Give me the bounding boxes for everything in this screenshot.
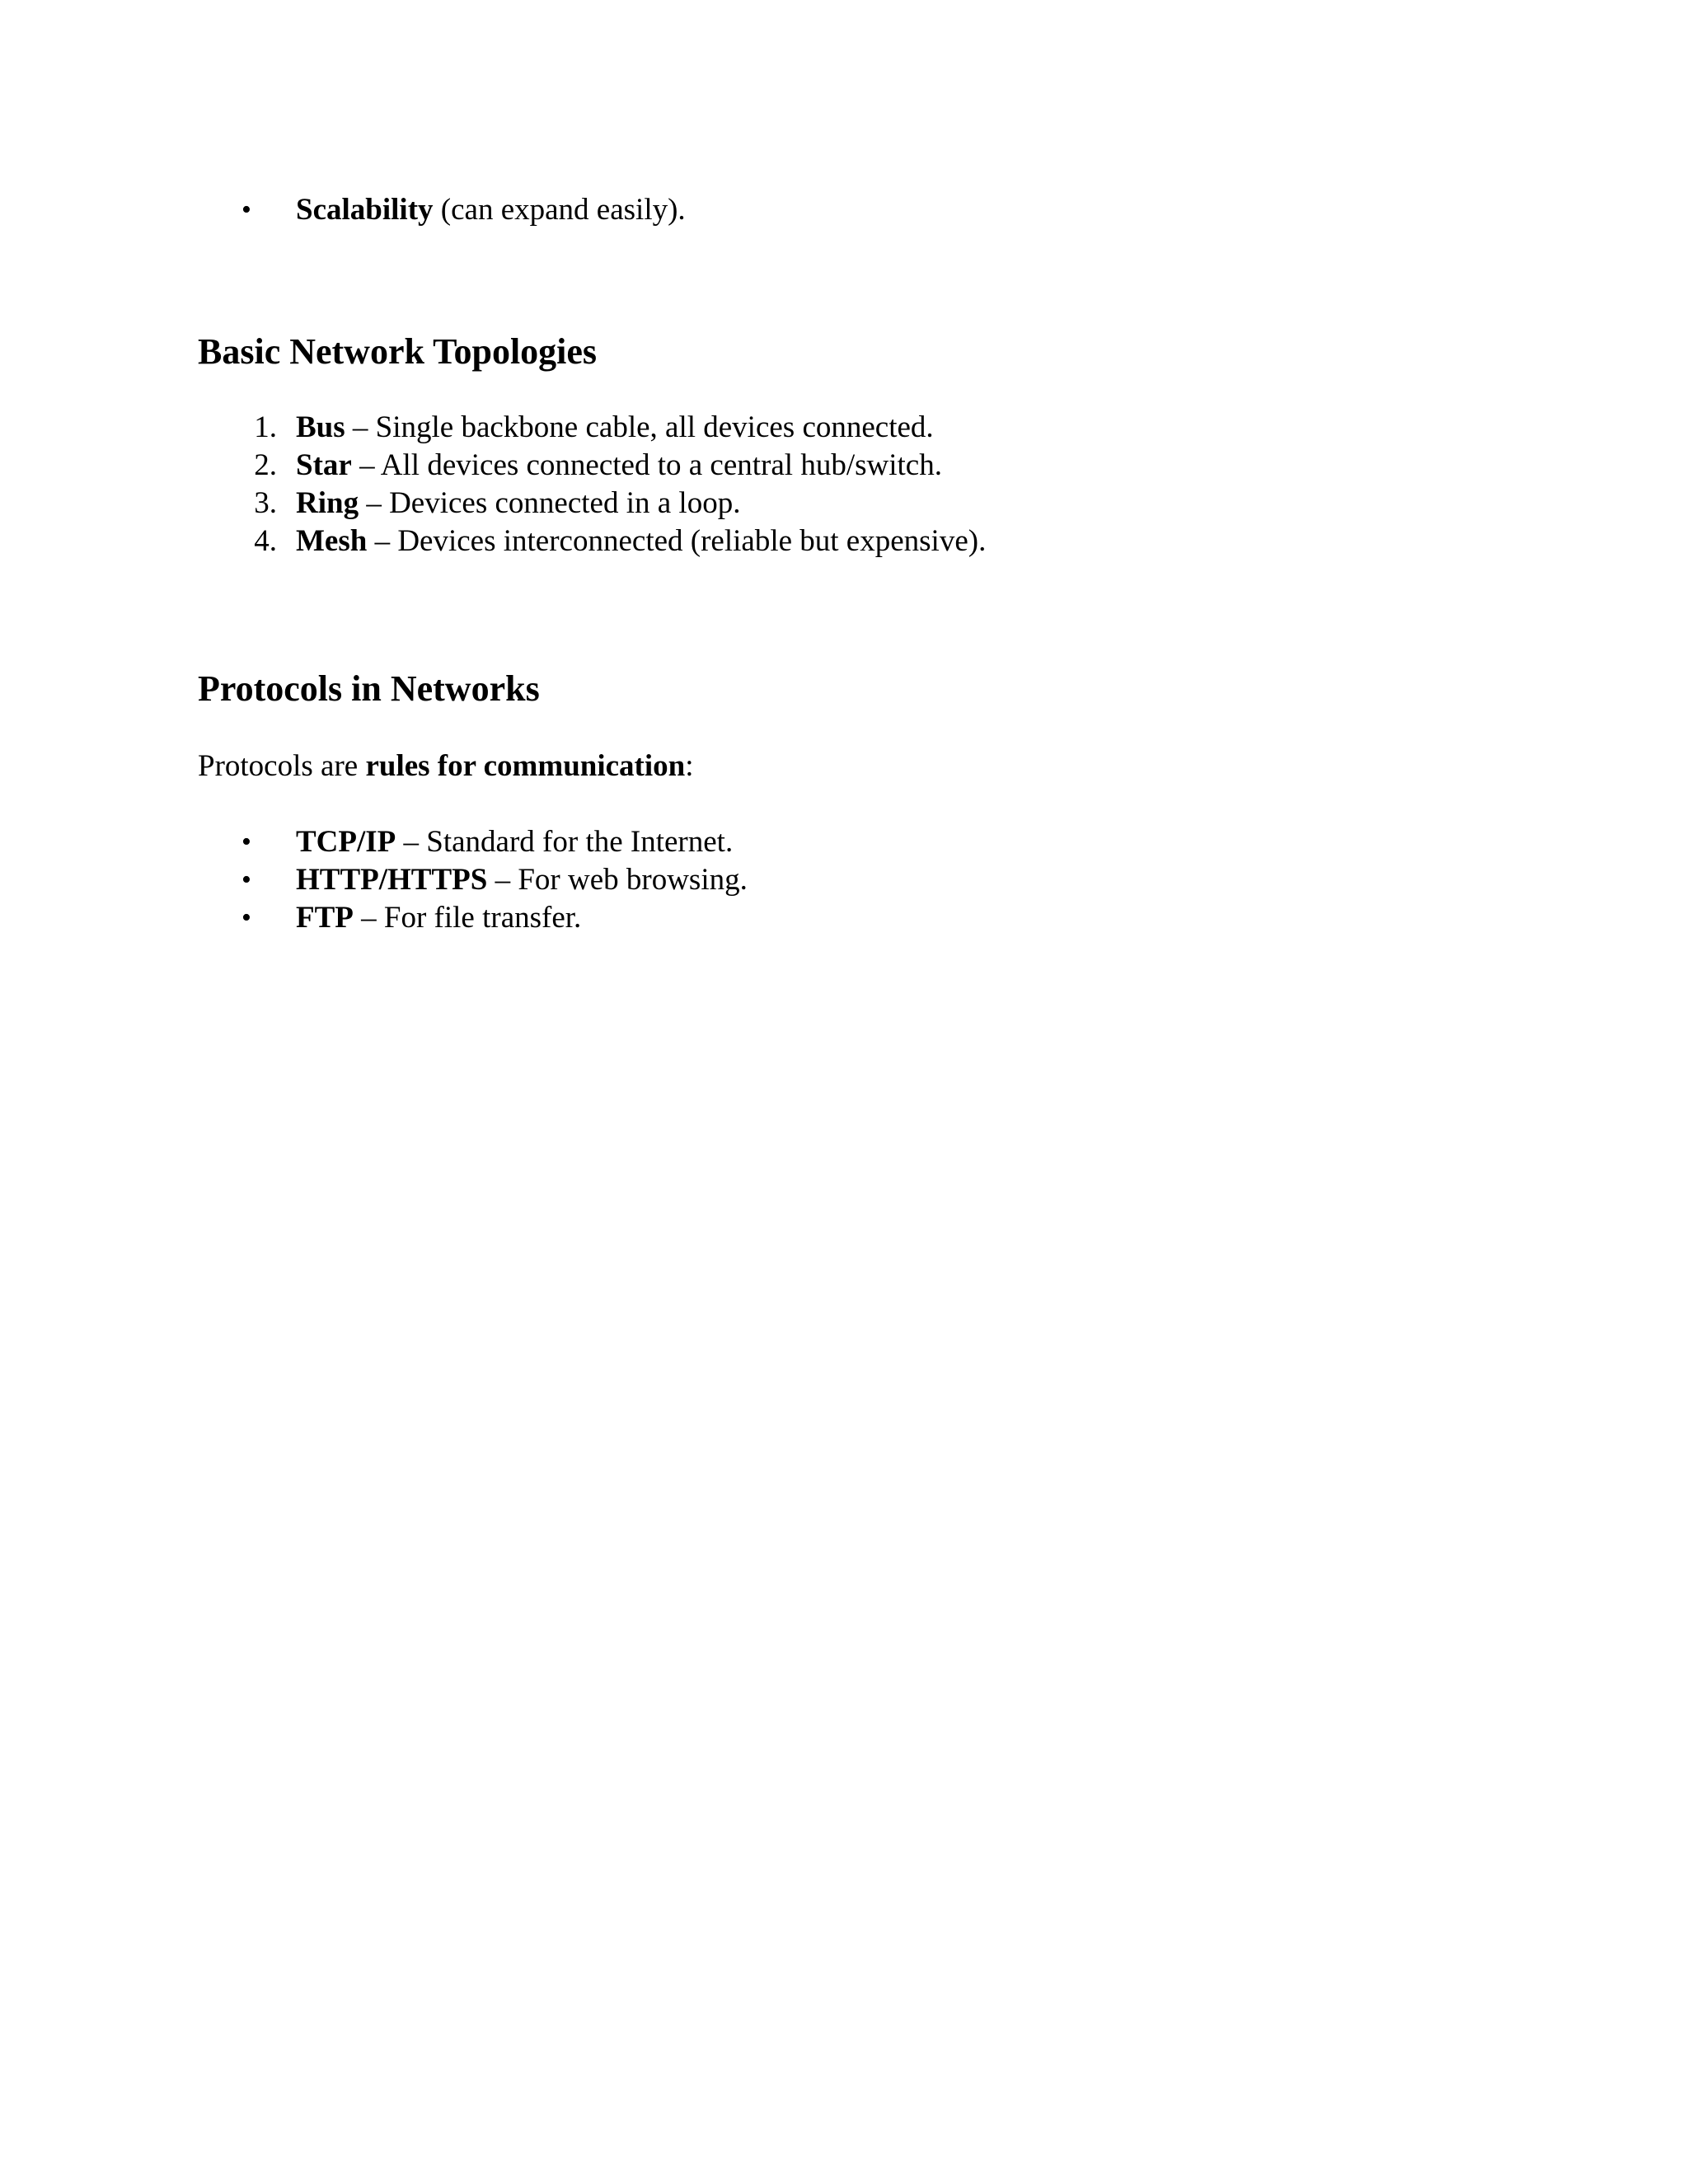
- bullet-marker: •: [241, 194, 251, 225]
- description-bus: – Single backbone cable, all devices connected.: [345, 410, 934, 444]
- number-marker: 3.: [254, 486, 277, 520]
- description-scalability: (can expand easily).: [433, 193, 686, 227]
- number-marker: 1.: [254, 410, 277, 444]
- number-marker: 4.: [254, 524, 277, 558]
- protocol-list: [198, 823, 1492, 937]
- list-item-http: [198, 861, 1492, 899]
- term-scalability: Scalability: [296, 193, 434, 227]
- list-item-mesh: [198, 523, 1492, 560]
- intro-prefix: Protocols are: [198, 749, 366, 783]
- description-tcpip: – Standard for the Internet.: [396, 825, 734, 859]
- term-tcpip: TCP/IP: [296, 825, 396, 859]
- list-item-scalability: [198, 191, 1492, 229]
- bullet-marker: •: [241, 827, 251, 857]
- list-item-star: [198, 447, 1492, 485]
- description-http: – For web browsing.: [487, 863, 748, 897]
- section-heading-protocols: Protocols in Networks: [198, 668, 540, 709]
- protocols-intro: [198, 748, 1492, 785]
- topology-list: [198, 409, 1492, 560]
- bullet-marker: •: [241, 865, 251, 895]
- list-item-ftp: [198, 899, 1492, 937]
- intro-bold: rules for communication: [365, 749, 686, 783]
- description-star: – All devices connected to a central hub/switch.: [351, 448, 942, 482]
- intro-suffix: :: [685, 749, 694, 783]
- term-ftp: FTP: [296, 901, 354, 935]
- description-ring: – Devices connected in a loop.: [359, 486, 741, 520]
- term-ring: Ring: [296, 486, 359, 520]
- list-item-ring: [198, 485, 1492, 523]
- number-marker: 2.: [254, 448, 277, 482]
- list-item-tcpip: [198, 823, 1492, 861]
- list-item-bus: [198, 409, 1492, 447]
- term-bus: Bus: [296, 410, 345, 444]
- section-heading-topologies: Basic Network Topologies: [198, 331, 598, 372]
- description-ftp: – For file transfer.: [353, 901, 582, 935]
- term-star: Star: [296, 448, 352, 482]
- term-mesh: Mesh: [296, 524, 368, 558]
- term-http: HTTP/HTTPS: [296, 863, 488, 897]
- feature-list: [198, 191, 1492, 229]
- description-mesh: – Devices interconnected (reliable but expensive).: [367, 524, 987, 558]
- bullet-marker: •: [241, 902, 251, 933]
- document-content: [198, 191, 1492, 937]
